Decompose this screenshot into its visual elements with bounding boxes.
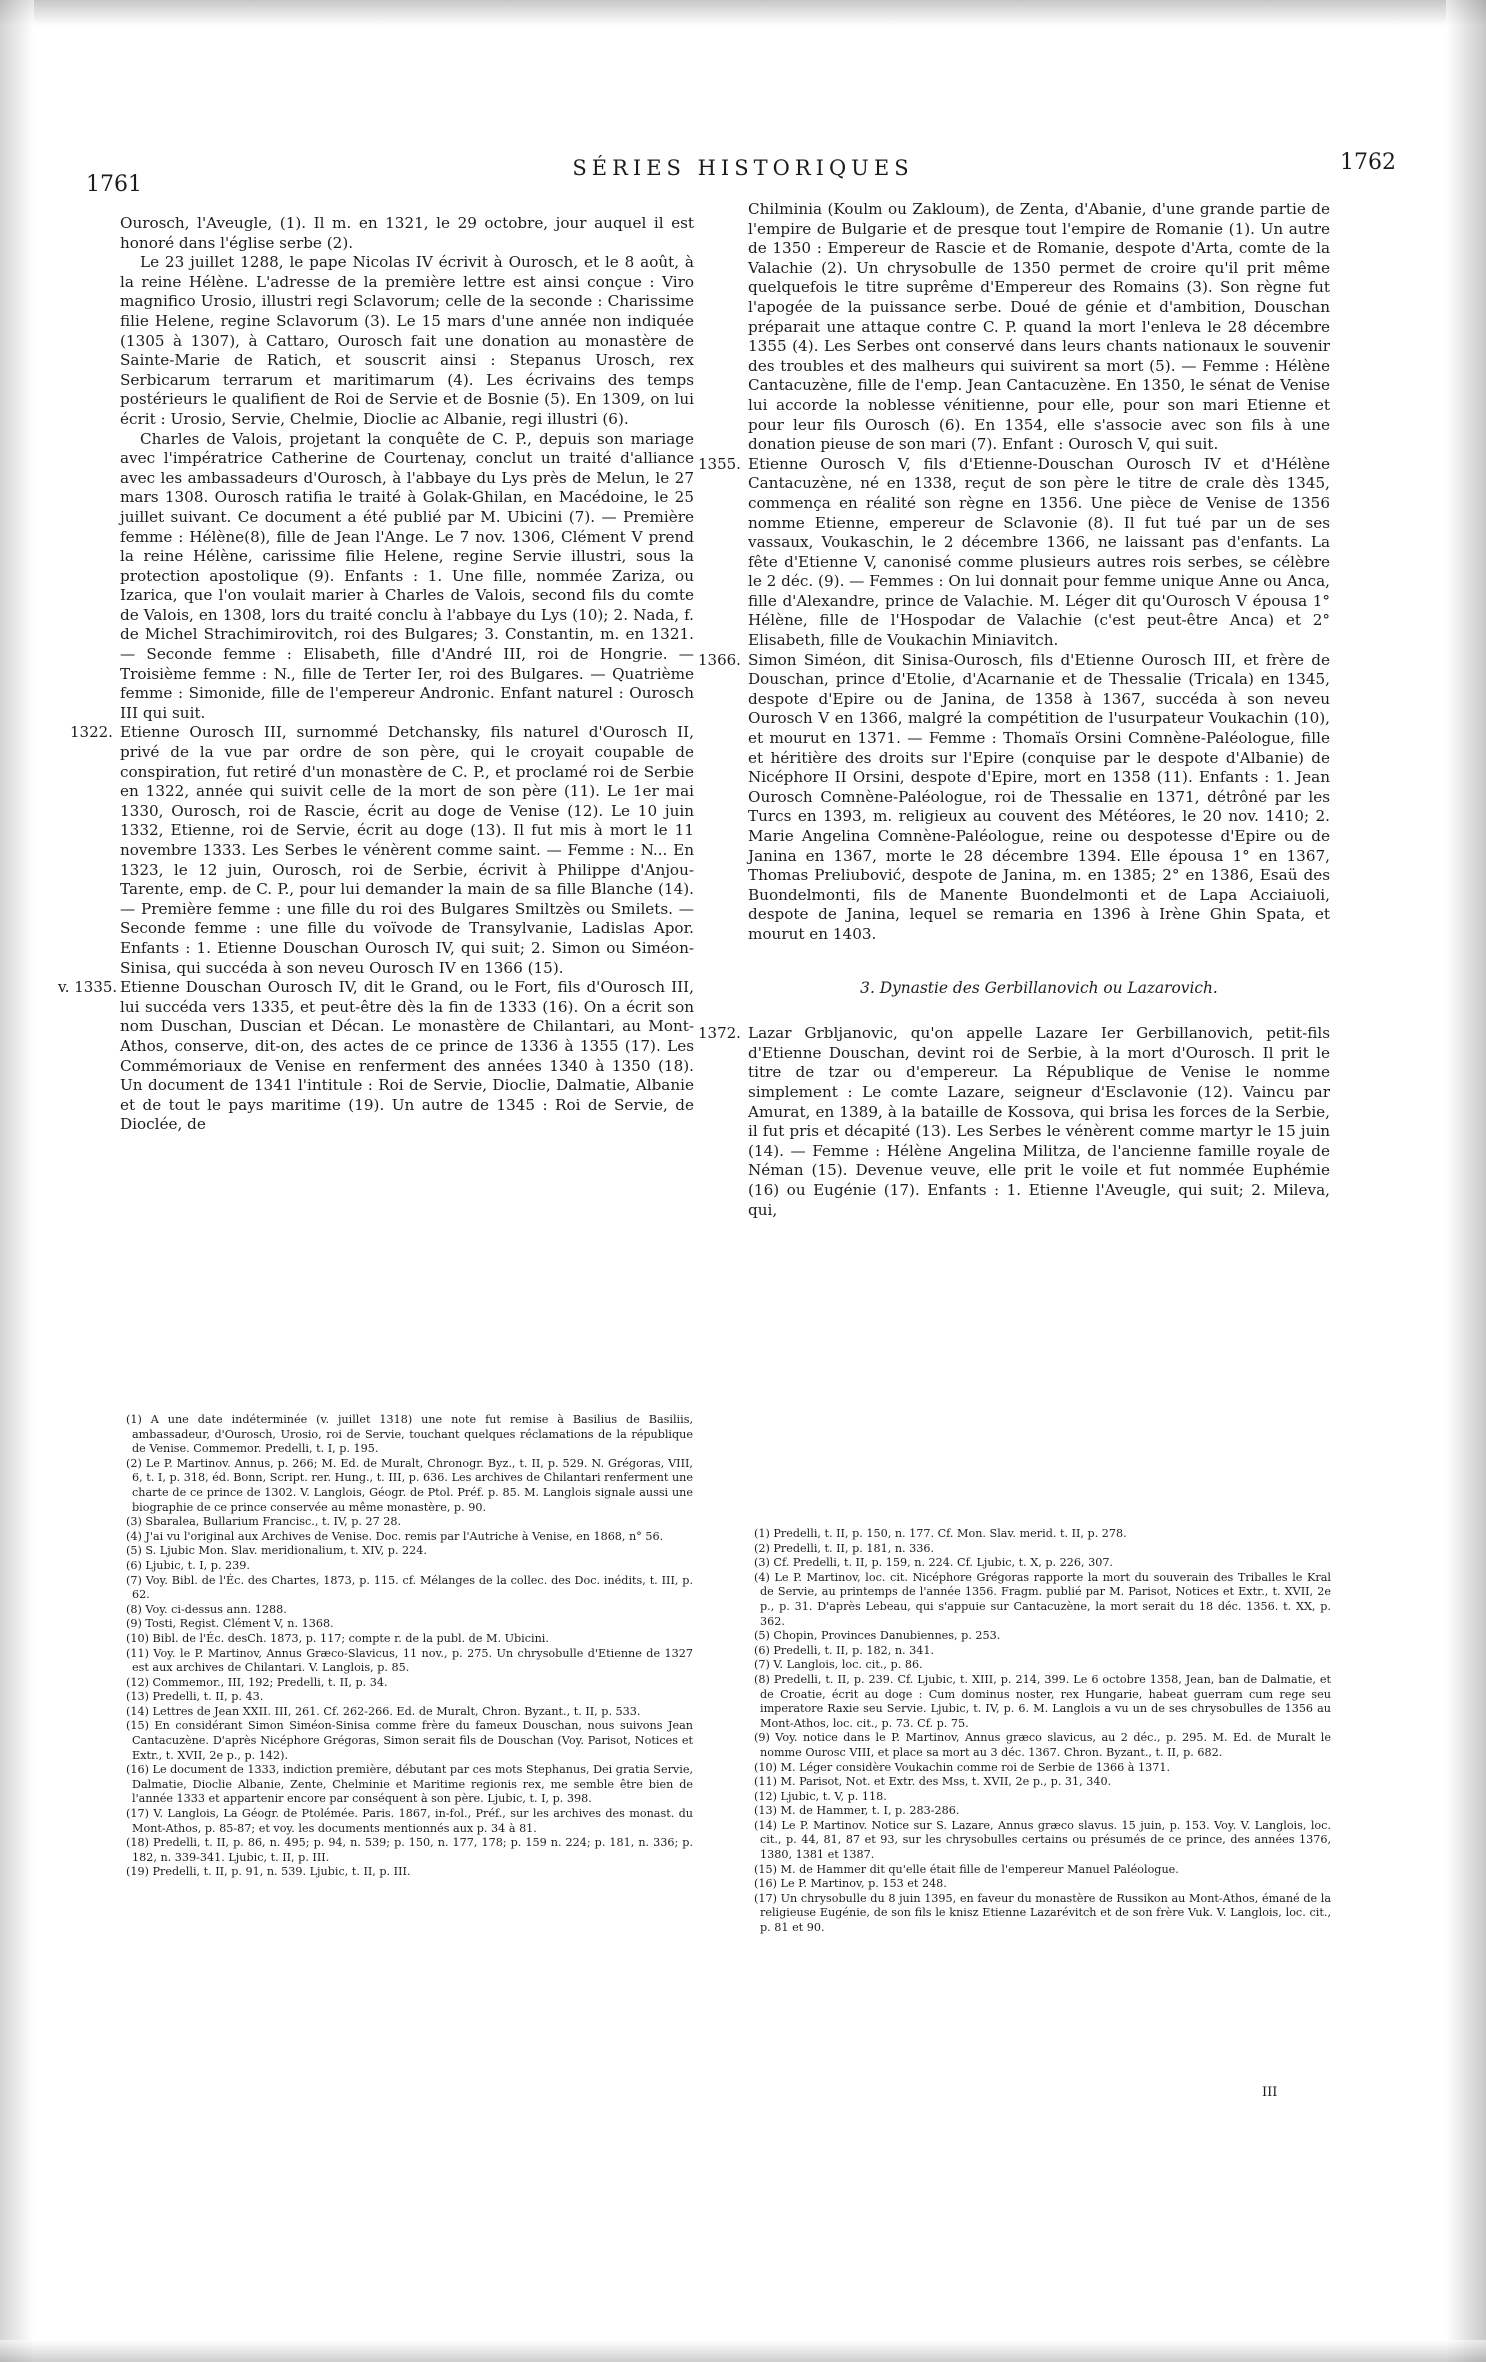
footnote: (1) A une date indéterminée (v. juillet 1318) une note fut remise à Basilius de Basiliis, ambassadeur, d'Ourosch, Urosio, roi de Servie, touchant quelques réclamations de la république de Venise. Commemor. Predelli, t. I, p. 195.	[126, 1413, 693, 1456]
page-number-right: 1762	[1340, 150, 1396, 175]
footnote: (18) Predelli, t. II, p. 86, n. 495; p. 94, n. 539; p. 150, n. 177, 178; p. 159 n. 224; p. 181, n. 336; p. 182, n. 339-341. Ljubic, t. II, p. III.	[126, 1836, 693, 1864]
footnote: (7) V. Langlois, loc. cit., p. 86.	[754, 1658, 923, 1672]
reign-year: 1366.	[698, 650, 741, 669]
page-number-left: 1761	[86, 172, 142, 197]
footnote: (14) Lettres de Jean XXII. III, 261. Cf. 262-266. Ed. de Muralt, Chron. Byzant., t. II, p. 533.	[126, 1704, 641, 1718]
footnote: (2) Predelli, t. II, p. 181, n. 336.	[754, 1541, 935, 1555]
footnote: (17) Un chrysobulle du 8 juin 1395, en faveur du monastère de Russikon au Mont-Athos, émané de la religieuse Eugénie, de son fils le knisz Etienne Lazarévitch et de son frère Vuk. V. Langlois, loc. cit., p. 81 et 90.	[754, 1891, 1331, 1935]
footnote: (11) M. Parisot, Not. et Extr. des Mss, t. XVII, 2e p., p. 31, 340.	[754, 1775, 1112, 1789]
footnote: (16) Le P. Martinov, p. 153 et 248.	[754, 1877, 947, 1891]
footnote: (10) Bibl. de l'Éc. desCh. 1873, p. 117; compte r. de la publ. de M. Ubicini.	[126, 1631, 549, 1645]
footnote: (3) Sbaralea, Bullarium Francisc., t. IV, p. 27 28.	[126, 1515, 402, 1529]
reign-text: Etienne Ourosch V, fils d'Etienne-Douschan Ourosch IV et d'Hélène Cantacuzène, né en 1338, reçut de son père le titre de crale dès 1345, commença en réalité son règne en 1356. Une pièce de Venise de 1356 nomme Etienne, empereur de Sclavonie (8). Il fut tué par un de ses vassaux, Voukaschin, le 2 décembre 1366, ne laissant pas d'enfants. La fête d'Etienne V, canonisé comme plusieurs autres rois serbes, se célèbre le 2 déc. (9). — Femmes : On lui donnait pour femme unique Anne ou Anca, fille d'Alexandre, prince de Valachie. M. Léger dit qu'Ourosch V épousa 1° Hélène, fille de l'Hospodar de Valachie (c'est peut-être Anca) et 2° Elisabeth, fille de Voukachin Miniavitch.	[748, 454, 1330, 650]
footnote: (8) Predelli, t. II, p. 239. Cf. Ljubic, t. XIII, p. 214, 399. Le 6 octobre 1358, Jean, ban de Dalmatie, et de Croatie, écrit au doge : Cum dominus noster, rex Hungarie, habeat guerram cum rege seu imperatore Raxie seu Servie. Ljubic, t. IV, p. 6. M. Langlois a vu un de ses chrysobulles de 1356 au Mont-Athos, loc. cit., p. 73. Cf. p. 75.	[754, 1672, 1331, 1730]
footnote: (17) V. Langlois, La Géogr. de Ptolémée. Paris. 1867, in-fol., Préf., sur les archives des monast. du Mont-Athos, p. 85-87; et voy. les documents mentionnés aux p. 34 à 81.	[126, 1807, 693, 1835]
continued-entry-ourosch-ii	[120, 214, 694, 723]
scan-border-right	[1446, 0, 1486, 2362]
footnote: (3) Cf. Predelli, t. II, p. 159, n. 224. Cf. Ljubic, t. X, p. 226, 307.	[754, 1556, 1113, 1570]
paragraph: Ourosch, l'Aveugle, (1). Il m. en 1321, le 29 octobre, jour auquel il est honoré dans l'église serbe (2).	[120, 214, 694, 252]
scan-border-bottom	[0, 2340, 1486, 2362]
footnote: (13) Predelli, t. II, p. 43.	[126, 1690, 264, 1704]
footnote: (1) Predelli, t. II, p. 150, n. 177. Cf. Mon. Slav. merid. t. II, p. 278.	[754, 1527, 1127, 1540]
footnote: (11) Voy. le P. Martinov, Annus Græco-Slavicus, 11 nov., p. 275. Un chrysobulle d'Etienne de 1327 est aux archives de Chilantari. V. Langlois, p. 85.	[126, 1646, 693, 1675]
footnote: (8) Voy. ci-dessus ann. 1288.	[126, 1602, 287, 1616]
footnote: (19) Predelli, t. II, p. 91, n. 539. Ljubic, t. II, p. III.	[126, 1865, 411, 1879]
footnote: (5) S. Ljubic Mon. Slav. meridionalium, t. XIV, p. 224.	[126, 1544, 427, 1558]
reign-entry	[698, 650, 1330, 945]
reign-text: Etienne Douschan Ourosch IV, dit le Grand, ou le Fort, fils d'Ourosch III, lui succéda vers 1335, et peut-être dès la fin de 1333 (16). On a écrit son nom Duschan, Duscian et Décan. Le monastère de Chilantari, au Mont-Athos, conserve, dit-on, des actes de ce prince de 1336 à 1355 (17). Les Commémoriaux de Venise en renferment des années 1340 à 1350 (18). Un document de 1341 l'intitule : Roi de Servie, Dioclie, Dalmatie, Albanie et de tout le pays maritime (19). Un autre de 1345 : Roi de Servie, de Dioclée, de	[120, 978, 694, 1134]
paragraph: Le 23 juillet 1288, le pape Nicolas IV écrivit à Ourosch, et le 8 août, à la reine Hélène. L'adresse de la première lettre est ainsi conçue : Viro magnifico Urosio, illustri regi Sclavorum; celle de la seconde : Charissime filie Helene, regine Sclavorum (3). Le 15 mars d'une année non indiquée (1305 à 1307), à Cattaro, Ourosch fait une donation au monastère de Sainte-Marie de Ratich, et souscrit ainsi : Stepanus Urosch, rex Serbicarum terrarum et maritimarum (4). Les écrivains des temps postérieurs le qualifient de Roi de Servie et de Bosnie (5). En 1309, on lui écrit : Urosio, Servie, Chelmie, Dioclie ac Albanie, regi illustri (6).	[120, 253, 694, 428]
scan-border-left	[0, 0, 34, 2362]
footnote: (4) J'ai vu l'original aux Archives de Venise. Doc. remis par l'Autriche à Venise, en 1868, n° 56.	[126, 1529, 664, 1543]
right-column	[698, 200, 1330, 1220]
reign-year: 1355.	[698, 454, 741, 473]
footnote: (6) Ljubic, t. I, p. 239.	[126, 1558, 250, 1572]
footnote: (5) Chopin, Provinces Danubiennes, p. 253.	[754, 1629, 1001, 1643]
footnote: (15) En considérant Simon Siméon-Sinisa comme frère du fameux Douschan, nous suivons Jean Cantacuzène. D'après Nicéphore Grégoras, Simon serait fils de Douschan (Voy. Parisot, Notices et Extr., t. XVII, 2e p., p. 142).	[126, 1719, 693, 1762]
footnote: (7) Voy. Bibl. de l'Éc. des Chartes, 1873, p. 115. cf. Mélanges de la collec. des Doc. inédits, t. III, p. 62.	[126, 1573, 693, 1602]
footnotes-right	[746, 1527, 1331, 1936]
reign-text: Lazar Grbljanovic, qu'on appelle Lazare Ier Gerbillanovich, petit-fils d'Etienne Douschan, devint roi de Serbie, à la mort d'Ourosch. Il prit le titre de tzar ou d'empereur. La République de Venise le nomme simplement : Le comte Lazare, seigneur d'Esclavonie (12). Vaincu par Amurat, en 1389, à la bataille de Kossova, qui brisa les forces de la Serbie, il fut pris et décapité (13). Les Serbes le vénèrent comme martyr le 15 juin (14). — Femme : Hélène Angelina Militza, de l'ancienne famille royale de Néman (15). Devenue veuve, elle prit le voile et fut nommée Euphémie (16) ou Eugénie (17). Enfants : 1. Etienne l'Aveugle, qui suit; 2. Mileva, qui,	[748, 1024, 1330, 1219]
footnote: (16) Le document de 1333, indiction première, débutant par ces mots Stephanus, Dei gratia Servie, Dalmatie, Dioclie Albanie, Zente, Chelminie et Maritime regionis rex, me semble être bien de l'année 1333 et appartenir encore par conséquent à son père. Ljubic, t. I, p. 398.	[126, 1763, 693, 1806]
footnote: (12) Ljubic, t. V, p. 118.	[754, 1789, 887, 1803]
reign-entry	[70, 723, 694, 978]
paragraph: Chilminia (Koulm ou Zakloum), de Zenta, d'Abanie, d'une grande partie de l'empire de Bulgarie et de presque tout l'empire de Romanie (1). Un autre de 1350 : Empereur de Rascie et de Romanie, despote d'Arta, comte de la Valachie (2). Un chrysobulle de 1350 permet de croire qu'il prit même quelquefois le titre suprême d'Empereur des Romains (3). Son règne fut l'apogée de la puissance serbe. Doué de génie et d'ambition, Douschan préparait une attaque contre C. P. quand la mort l'enleva le 28 décembre 1355 (4). Les Serbes ont conservé dans leurs chants nationaux le souvenir des troubles et des malheurs qui suivirent sa mort (5). — Femme : Hélène Cantacuzène, fille de l'emp. Jean Cantacuzène. En 1350, le sénat de Venise lui accorde la noblesse vénitienne, pour elle, pour son mari Etienne et pour leur fils Ourosch (6). En 1354, elle s'associe avec son fils à une donation pieuse de son mari (7). Enfant : Ourosch V, qui suit.	[748, 200, 1330, 454]
running-title: SÉRIES HISTORIQUES	[572, 156, 914, 180]
paragraph: Charles de Valois, projetant la conquête de C. P., depuis son mariage avec l'impératrice Catherine de Courtenay, conclut un traité d'alliance avec les ambassadeurs d'Ourosch, à l'abbaye du Lys près de Melun, le 27 mars 1308. Ourosch ratifia le traité à Golak-Ghilan, en Macédoine, le 25 juillet suivant. Ce document a été publié par M. Ubicini (7). — Première femme : Hélène(8), fille de Jean l'Ange. Le 7 nov. 1306, Clément V prend la reine Hélène, carissime filie Helene, regine Servie illustri, sous la protection apostolique (9). Enfants : 1. Une fille, nommée Zariza, ou Izarica, que l'on voulait marier à Charles de Valois, second fils du comte de Valois, en 1308, lors du traité conclu à l'abbaye du Lys (10); 2. Nada, f. de Michel Strachimirovitch, roi des Bulgares; 3. Constantin, m. en 1321. — Seconde femme : Elisabeth, fille d'André III, roi de Hongrie. — Troisième femme : N., fille de Terter Ier, roi des Bulgares. — Quatrième femme : Simonide, fille de l'empereur Andronic. Enfant naturel : Ourosch III qui suit.	[120, 429, 694, 722]
section-heading: 3. Dynastie des Gerbillanovich ou Lazarovich.	[860, 978, 1218, 997]
footnote: (6) Predelli, t. II, p. 182, n. 341.	[754, 1643, 935, 1657]
printer-signature-mark: III	[1262, 2085, 1278, 2100]
footnote: (12) Commemor., III, 192; Predelli, t. II, p. 34.	[126, 1675, 388, 1689]
reign-entry	[698, 454, 1330, 651]
reign-year: v. 1335.	[58, 978, 118, 997]
footnote: (14) Le P. Martinov. Notice sur S. Lazare, Annus græco slavus. 15 juin, p. 153. Voy. V. Langlois, loc. cit., p. 44, 81, 87 et 93, sur les chrysobulles certains ou présumés de ce prince, des années 1376, 1380, 1381 et 1387.	[754, 1818, 1331, 1862]
footnotes-left	[118, 1413, 693, 1880]
reign-year: 1322.	[70, 723, 113, 742]
scan-border-top	[0, 0, 1486, 26]
reign-entry	[58, 978, 694, 1135]
footnote: (9) Voy. notice dans le P. Martinov, Annus græco slavicus, au 2 déc., p. 295. M. Ed. de Muralt le nomme Ourosc VIII, et place sa mort au 3 déc. 1367. Chron. Byzant., t. II, p. 682.	[754, 1731, 1331, 1759]
reign-entry	[698, 1024, 1330, 1220]
footnote: (4) Le P. Martinov, loc. cit. Nicéphore Grégoras rapporte la mort du souverain des Triballes le Kral de Servie, au printemps de l'année 1356. Fragm. publié par M. Parisot, Notices et Extr., t. XVII, 2e p., p. 31. D'après Lebeau, qui s'appuie sur Cantacuzène, la mort serait du 18 déc. 1356. t. XX, p. 362.	[754, 1570, 1331, 1628]
footnote: (9) Tosti, Regist. Clément V, n. 1368.	[126, 1617, 334, 1631]
continued-entry-douschan	[748, 200, 1330, 455]
reign-text: Simon Siméon, dit Sinisa-Ourosch, fils d'Etienne Ourosch III, et frère de Douschan, prince d'Etolie, d'Acarnanie et de Thessalie (Tricala) en 1345, despote d'Epire ou de Janina, de 1358 à 1367, succéda à son neveu Ourosch V en 1366, malgré la compétition de l'usurpateur Voukachin (10), et mourut en 1371. — Femme : Thomaïs Orsini Comnène-Paléologue, fille et héritière des droits sur l'Epire (conquise par le despote d'Albanie) de Nicéphore II Orsini, despote d'Epire, mort en 1358 (11). Enfants : 1. Jean Ourosch Comnène-Paléologue, roi de Thessalie en 1371, détrôné par les Turcs en 1393, m. religieux au couvent des Météores, le 20 nov. 1410; 2. Marie Angelina Comnène-Paléologue, reine ou despotesse d'Epire ou de Janina en 1367, morte le 28 décembre 1394. Elle épousa 1° en 1367, Thomas Preliubović, despote de Janina, m. en 1385; 2° en 1386, Esaü des Buondelmonti, fils de Manente Buondelmonti et de Lapa Acciaiuoli, despote de Janina, lequel se remaria en 1396 à Irène Ghin Spata, et mourut en 1403.	[748, 650, 1330, 943]
left-column	[58, 214, 694, 1135]
footnote: (13) M. de Hammer, t. I, p. 283-286.	[754, 1804, 960, 1818]
reign-text: Etienne Ourosch III, surnommé Detchansky, fils naturel d'Ourosch II, privé de la vue par ordre de son père, qui le croyait coupable de conspiration, fut retiré d'un monastère de C. P., et proclamé roi de Serbie en 1322, année qui suivit celle de la mort de son père (11). Le 1er mai 1330, Ourosch, roi de Rascie, écrit au doge de Venise (12). Le 10 juin 1332, Etienne, roi de Servie, écrit au doge (13). Il fut mis à mort le 11 novembre 1333. Les Serbes le vénèrent comme saint. — Femme : N... En 1323, le 12 juin, Ourosch, roi de Serbie, écrivit à Philippe d'Anjou-Tarente, emp. de C. P., pour lui demander la main de sa fille Blanche (14). — Première femme : une fille du roi des Bulgares Smiltzès ou Smilets. — Seconde femme : une fille du voïvode de Transylvanie, Ladislas Apor. Enfants : 1. Etienne Douschan Ourosch IV, qui suit; 2. Simon ou Siméon-Sinisa, qui succéda à son neveu Ourosch IV en 1366 (15).	[120, 723, 694, 977]
footnote: (10) M. Léger considère Voukachin comme roi de Serbie de 1366 à 1371.	[754, 1760, 1171, 1774]
footnote: (2) Le P. Martinov. Annus, p. 266; M. Ed. de Muralt, Chronogr. Byz., t. II, p. 529. N. Grégoras, VIII, 6, t. I, p. 318, éd. Bonn, Script. rer. Hung., t. III, p. 636. Les archives de Chilantari renferment une charte de ce prince de 1302. V. Langlois, Géogr. de Ptol. Préf. p. 85. M. Langlois signale aussi une biographie de ce prince conservée au même monastère, p. 90.	[126, 1456, 693, 1514]
footnote: (15) M. de Hammer dit qu'elle était fille de l'empereur Manuel Paléologue.	[754, 1862, 1179, 1876]
reign-year: 1372.	[698, 1024, 741, 1043]
